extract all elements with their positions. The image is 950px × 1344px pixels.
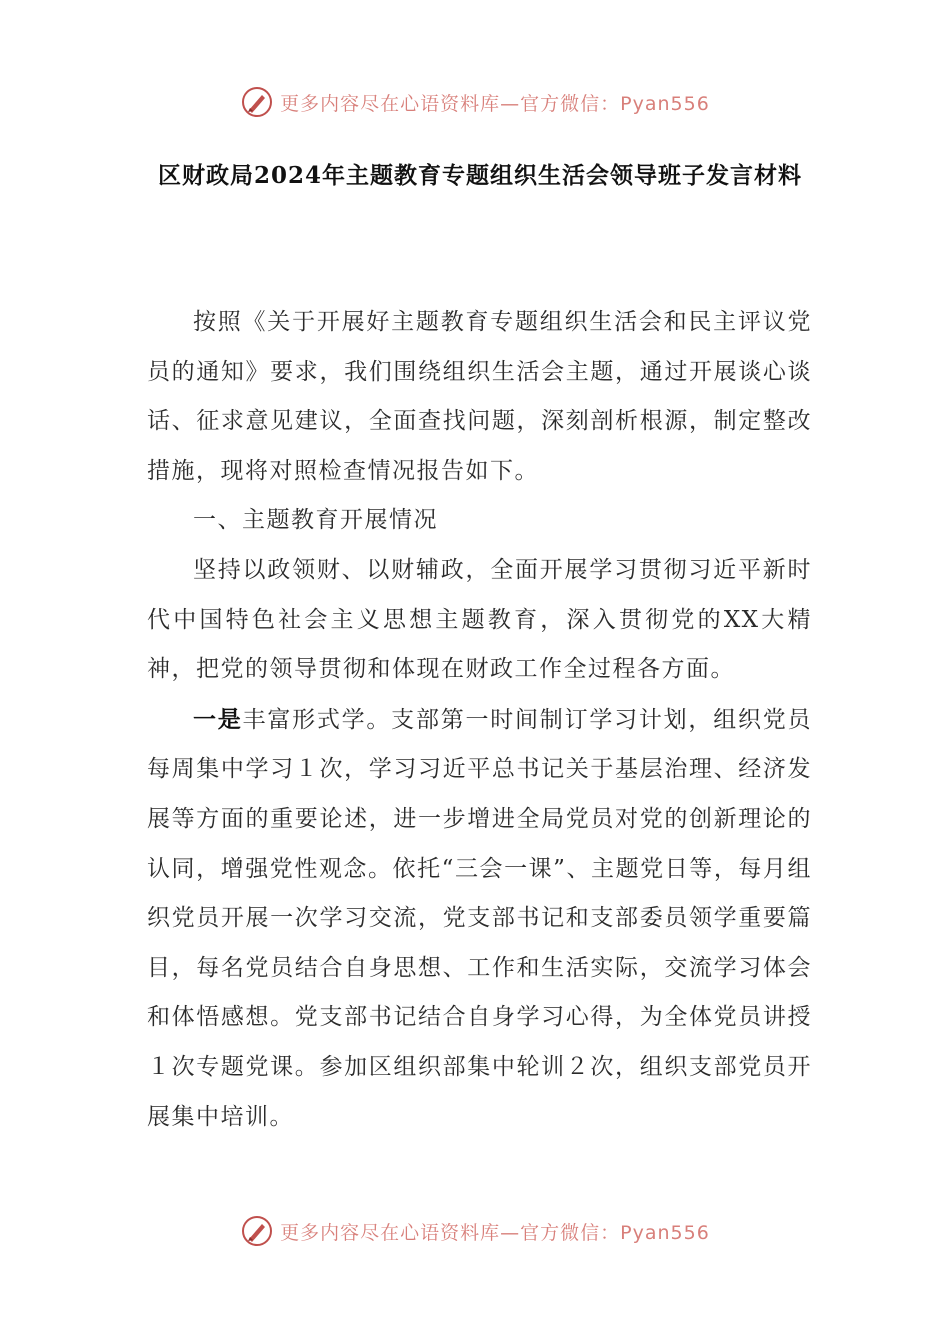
section-heading bbox=[147, 496, 812, 546]
pen-logo-icon bbox=[240, 1214, 274, 1248]
watermark-text: 更多内容尽在心语资料库—官方微信：Pyan556 bbox=[280, 1221, 710, 1244]
paragraph-overview bbox=[147, 546, 812, 695]
paragraph-lead: 一是 bbox=[193, 705, 243, 733]
pen-logo-icon bbox=[240, 85, 274, 119]
paragraph-text: 按照《关于开展好主题教育专题组织生活会和民主评议党员的通知》要求，我们围绕组织生活会主题，通过开展谈心谈话、征求意见建议，全面查找问题，深刻剖析根源，制定整改措施，现将对照检查情况报告如下。 bbox=[147, 309, 812, 484]
paragraph-text: 一、主题教育开展情况 bbox=[193, 507, 438, 534]
watermark-footer bbox=[0, 1211, 950, 1251]
watermark-header bbox=[0, 82, 950, 122]
watermark-text: 更多内容尽在心语资料库—官方微信：Pyan556 bbox=[280, 92, 710, 115]
paragraph-text: 丰富形式学。支部第一时间制订学习计划，组织党员每周集中学习１次，学习习近平总书记关于基层治理、经济发展等方面的重要论述，进一步增进全局党员对党的创新理论的认同，增强党性观念。依托“三会一课”、主题党日等，每月组织党员开展一次学习交流，党支部书记和支部委员领学重要篇目，每名党员结合自身思想、工作和生活实际，交流学习体会和体悟感想。党支部书记结合自身学习心得，为全体党员讲授１次专题党课。参加区组织部集中轮训２次，组织支部党员开展集中培训。 bbox=[147, 706, 813, 1130]
paragraph-intro bbox=[147, 298, 812, 496]
paragraph-point-one bbox=[147, 695, 812, 1142]
paragraph-text: 坚持以政领财、以财辅政，全面开展学习贯彻习近平新时代中国特色社会主义思想主题教育，深入贯彻党的XX大精神，把党的领导贯彻和体现在财政工作全过程各方面。 bbox=[147, 556, 812, 683]
document-body bbox=[147, 298, 812, 1142]
document-title: 区财政局2024年主题教育专题组织生活会领导班子发言材料 bbox=[157, 162, 802, 189]
